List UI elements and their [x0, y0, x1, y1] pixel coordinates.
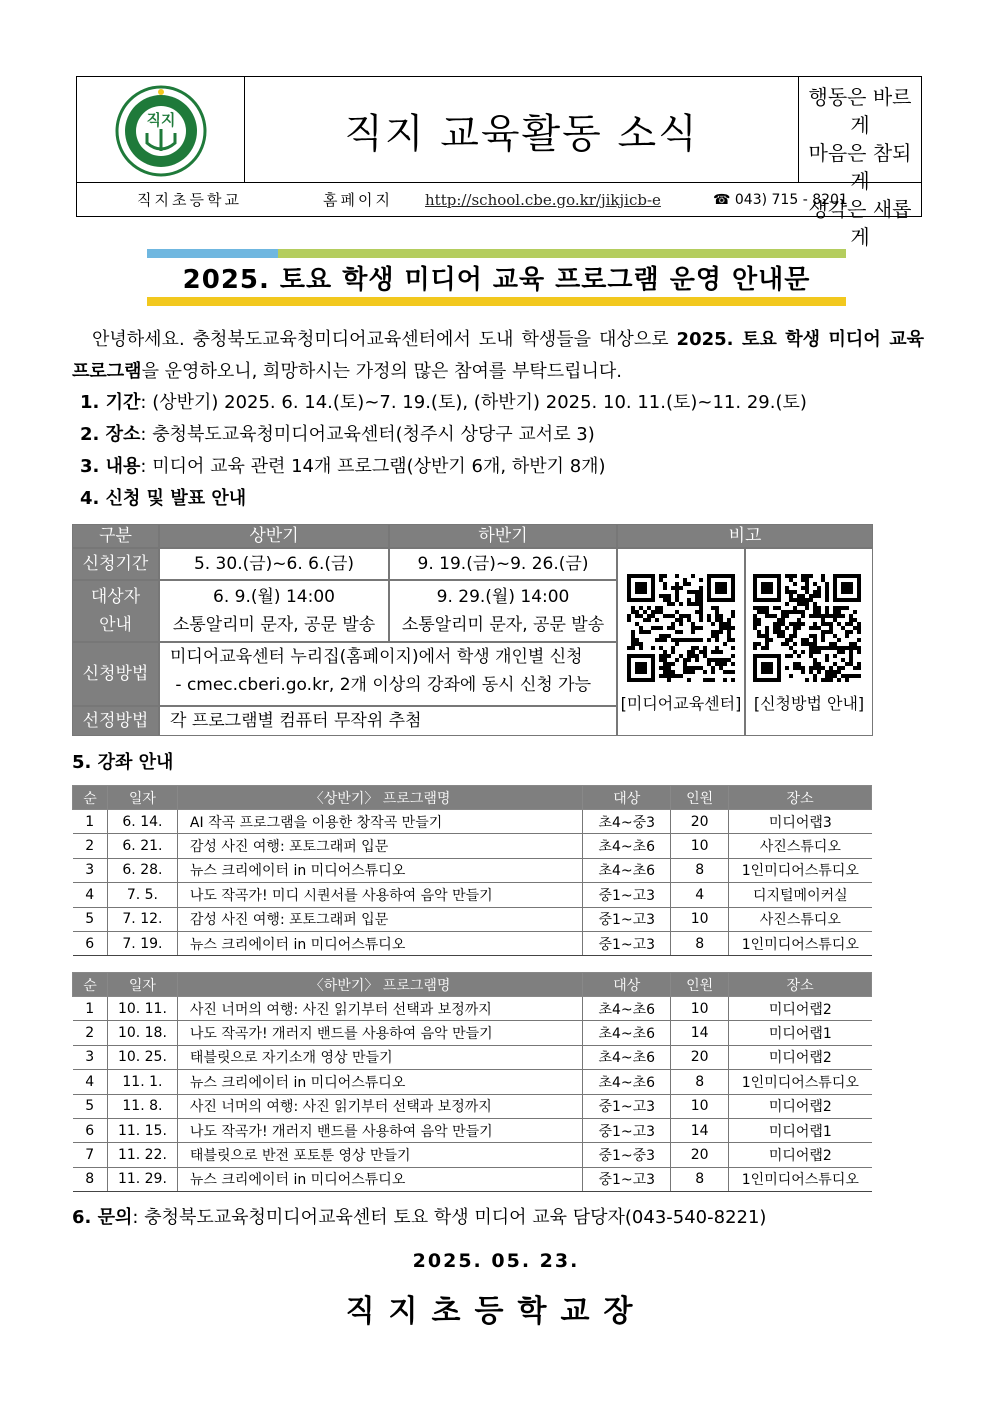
table-row — [73, 1094, 872, 1118]
row-location: 미디어랩1 — [729, 1118, 872, 1142]
intro-text: 안녕하세요. 충청북도교육청미디어교육센터에서 도내 학생들을 대상으로 — [92, 329, 677, 350]
row-target: 초4~초6 — [583, 1021, 671, 1045]
row-date: 10. 25. — [107, 1045, 177, 1069]
table-row — [73, 1118, 872, 1142]
row-program: 뉴스 크리에이터 in 미디어스튜디오 — [177, 931, 582, 955]
title-bar-yellow — [147, 297, 846, 306]
item-text: : (상반기) 2025. 6. 14.(토)~7. 19.(토), (하반기) 2025. 10. 11.(토)~11. 29.(토) — [140, 392, 807, 413]
row-capacity: 14 — [671, 1118, 729, 1142]
principal-signature: 직지초등학교장 — [345, 1294, 647, 1329]
row-program: 태블릿으로 반전 포토툰 영상 만들기 — [177, 1143, 582, 1167]
row-program: 태블릿으로 자기소개 영상 만들기 — [177, 1045, 582, 1069]
apply-head-note: 비고 — [617, 524, 873, 548]
method-line: - cmec.cberi.go.kr, 2개 이상의 강좌에 동시 신청 가능 — [170, 675, 592, 695]
document-title: 2025. 토요 학생 미디어 교육 프로그램 운영 안내문 — [182, 265, 811, 295]
row-target: 중1~고3 — [583, 883, 671, 907]
inquiry-text: : 충청북도교육청미디어교육센터 토요 학생 미디어 교육 담당자(043-540-8221) — [132, 1207, 767, 1228]
row-target: 중1~고3 — [583, 1094, 671, 1118]
row-date: 11. 22. — [107, 1143, 177, 1167]
col-header: 인원 — [671, 786, 729, 810]
row-date: 11. 29. — [107, 1167, 177, 1191]
school-name: 직지초등학교 — [137, 191, 242, 209]
col-header: 〈상반기〉 프로그램명 — [177, 786, 582, 810]
qr-code-icon[interactable] — [753, 574, 861, 682]
row-location: 디지털메이커실 — [729, 883, 872, 907]
row-capacity: 8 — [671, 858, 729, 882]
col-header: 일자 — [107, 786, 177, 810]
homepage-link[interactable]: http://school.cbe.go.kr/jikjicb-e — [425, 190, 661, 209]
row-location: 미디어랩2 — [729, 1143, 872, 1167]
row-program: 사진 너머의 여행: 사진 읽기부터 선택과 보정까지 — [177, 1094, 582, 1118]
inquiry-label: 6. 문의 — [72, 1207, 133, 1228]
row-location: 미디어랩2 — [729, 1045, 872, 1069]
row-target: 초4~초6 — [583, 858, 671, 882]
col-header: 순 — [73, 973, 108, 997]
row-capacity: 10 — [671, 1094, 729, 1118]
issue-date: 2025. 05. 23. — [412, 1250, 580, 1272]
row-capacity: 10 — [671, 834, 729, 858]
row-capacity: 14 — [671, 1021, 729, 1045]
row-capacity: 20 — [671, 1143, 729, 1167]
row-number: 6 — [73, 931, 108, 955]
row-target: 초4~초6 — [583, 1070, 671, 1094]
row-location: 1인미디어스튜디오 — [729, 858, 872, 882]
motto-line: 행동은 바르게 — [808, 85, 912, 137]
item-label: 4. 신청 및 발표 안내 — [80, 488, 247, 509]
row-location: 사진스튜디오 — [729, 834, 872, 858]
logo-text: 직지 — [146, 111, 176, 129]
title-bar-green — [278, 249, 846, 258]
table-row — [73, 1143, 872, 1167]
row-number: 1 — [73, 810, 108, 834]
table-row — [73, 997, 872, 1021]
row-number: 3 — [73, 858, 108, 882]
table-row — [73, 931, 872, 955]
item-label: 2. 장소 — [80, 424, 141, 445]
apply-period-label: 신청기간 — [72, 548, 159, 580]
item-label: 3. 내용 — [80, 456, 141, 477]
row-location: 미디어랩1 — [729, 1021, 872, 1045]
item-text: : 충청북도교육청미디어교육센터(청주시 상당구 교서로 3) — [140, 424, 595, 445]
apply-head-first: 상반기 — [159, 524, 389, 548]
qr-code-icon[interactable] — [627, 574, 735, 682]
col-header: 장소 — [729, 973, 872, 997]
label-line: 안내 — [99, 615, 132, 635]
col-header: 대상 — [583, 786, 671, 810]
row-number: 5 — [73, 907, 108, 931]
row-program: 감성 사진 여행: 포토그래퍼 입문 — [177, 907, 582, 931]
item-apply — [80, 486, 246, 512]
row-date: 10. 11. — [107, 997, 177, 1021]
row-target: 중1~중3 — [583, 1143, 671, 1167]
col-header: 일자 — [107, 973, 177, 997]
table-header-row — [73, 786, 872, 810]
section-course-title: 5. 강좌 안내 — [72, 752, 174, 773]
table-row — [73, 1045, 872, 1069]
row-target: 중1~고3 — [583, 1118, 671, 1142]
apply-head-division: 구분 — [72, 524, 159, 548]
row-target: 중1~고3 — [583, 907, 671, 931]
col-header: 대상 — [583, 973, 671, 997]
row-date: 7. 12. — [107, 907, 177, 931]
col-header: 장소 — [729, 786, 872, 810]
row-target: 중1~고3 — [583, 931, 671, 955]
row-number: 8 — [73, 1167, 108, 1191]
row-location: 1인미디어스튜디오 — [729, 1167, 872, 1191]
notice-method: 소통알리미 문자, 공문 발송 — [172, 615, 376, 635]
row-capacity: 20 — [671, 1045, 729, 1069]
motto-line: 생각은 새롭게 — [808, 197, 912, 249]
table-row — [73, 1070, 872, 1094]
second-half-course-table — [72, 972, 872, 1192]
row-program: AI 작곡 프로그램을 이용한 창작곡 만들기 — [177, 810, 582, 834]
row-capacity: 8 — [671, 1070, 729, 1094]
row-program: 뉴스 크리에이터 in 미디어스튜디오 — [177, 1070, 582, 1094]
apply-notice-label — [72, 580, 159, 642]
row-number: 2 — [73, 834, 108, 858]
intro-paragraph — [72, 324, 924, 388]
row-program: 뉴스 크리에이터 in 미디어스튜디오 — [177, 1167, 582, 1191]
row-program: 나도 작곡가! 개러지 밴드를 사용하여 음악 만들기 — [177, 1118, 582, 1142]
table-row — [73, 1021, 872, 1045]
row-number: 1 — [73, 997, 108, 1021]
row-date: 11. 15. — [107, 1118, 177, 1142]
col-header: 순 — [73, 786, 108, 810]
application-table — [72, 524, 873, 736]
school-logo — [77, 77, 245, 183]
row-location: 미디어랩2 — [729, 997, 872, 1021]
inquiry-line — [72, 1203, 766, 1229]
apply-method-text — [159, 642, 617, 706]
row-capacity: 8 — [671, 1167, 729, 1191]
row-capacity: 4 — [671, 883, 729, 907]
row-program: 감성 사진 여행: 포토그래퍼 입문 — [177, 834, 582, 858]
row-location: 1인미디어스튜디오 — [729, 931, 872, 955]
row-date: 7. 19. — [107, 931, 177, 955]
phone-number: ☎ 043) 715 - 8201 — [713, 191, 848, 208]
school-emblem-icon — [77, 77, 245, 183]
row-capacity: 8 — [671, 931, 729, 955]
school-motto — [799, 83, 921, 251]
row-date: 10. 18. — [107, 1021, 177, 1045]
table-row — [73, 834, 872, 858]
col-header: 〈하반기〉 프로그램명 — [177, 973, 582, 997]
item-content — [80, 454, 606, 480]
row-number: 4 — [73, 883, 108, 907]
row-capacity: 10 — [671, 907, 729, 931]
apply-select-label: 선정방법 — [72, 706, 159, 736]
item-label: 1. 기간 — [80, 392, 141, 413]
row-target: 중1~고3 — [583, 1167, 671, 1191]
row-date: 11. 1. — [107, 1070, 177, 1094]
qr-caption-center: [미디어교육센터] — [620, 694, 742, 713]
table-row — [73, 907, 872, 931]
row-program: 나도 작곡가! 개러지 밴드를 사용하여 음악 만들기 — [177, 1021, 582, 1045]
notice-time: 6. 9.(월) 14:00 — [213, 587, 335, 607]
row-number: 4 — [73, 1070, 108, 1094]
newsletter-title: 직지 교육활동 소식 — [245, 77, 799, 183]
row-number: 5 — [73, 1094, 108, 1118]
table-row — [73, 883, 872, 907]
table-row — [73, 1167, 872, 1191]
item-period — [80, 390, 807, 416]
row-location: 미디어랩3 — [729, 810, 872, 834]
row-program: 사진 너머의 여행: 사진 읽기부터 선택과 보정까지 — [177, 997, 582, 1021]
row-target: 초4~초6 — [583, 834, 671, 858]
row-target: 초4~초6 — [583, 997, 671, 1021]
newsletter-header — [76, 76, 922, 249]
row-date: 11. 8. — [107, 1094, 177, 1118]
method-line: 미디어교육센터 누리집(홈페이지)에서 학생 개인별 신청 — [170, 647, 583, 667]
row-number: 6 — [73, 1118, 108, 1142]
row-date: 6. 21. — [107, 834, 177, 858]
row-program: 뉴스 크리에이터 in 미디어스튜디오 — [177, 858, 582, 882]
row-location: 미디어랩2 — [729, 1094, 872, 1118]
first-half-course-table — [72, 785, 872, 956]
title-bar-blue — [147, 249, 278, 258]
row-number: 2 — [73, 1021, 108, 1045]
qr-caption-guide: [신청방법 안내] — [753, 694, 865, 713]
row-number: 3 — [73, 1045, 108, 1069]
label-line: 대상자 — [90, 587, 141, 607]
item-text: : 미디어 교육 관련 14개 프로그램(상반기 6개, 하반기 8개) — [140, 456, 606, 477]
table-row — [73, 810, 872, 834]
row-capacity: 20 — [671, 810, 729, 834]
row-target: 초4~중3 — [583, 810, 671, 834]
row-location: 사진스튜디오 — [729, 907, 872, 931]
homepage-label: 홈페이지 — [323, 191, 393, 209]
row-number: 7 — [73, 1143, 108, 1167]
row-location: 1인미디어스튜디오 — [729, 1070, 872, 1094]
notice-time: 9. 29.(월) 14:00 — [436, 587, 570, 607]
header-info-row — [77, 183, 921, 216]
row-target: 초4~초6 — [583, 1045, 671, 1069]
item-place — [80, 422, 595, 448]
apply-notice-first — [159, 580, 389, 642]
row-date: 7. 5. — [107, 883, 177, 907]
notice-method: 소통알리미 문자, 공문 발송 — [401, 615, 605, 635]
row-capacity: 10 — [671, 997, 729, 1021]
row-program: 나도 작곡가! 미디 시퀀서를 사용하여 음악 만들기 — [177, 883, 582, 907]
apply-method-label: 신청방법 — [72, 642, 159, 706]
apply-period-second: 9. 19.(금)~9. 26.(금) — [389, 548, 617, 580]
row-date: 6. 28. — [107, 858, 177, 882]
apply-head-second: 하반기 — [389, 524, 617, 548]
row-date: 6. 14. — [107, 810, 177, 834]
table-header-row — [73, 973, 872, 997]
intro-program-name: 2025. 토요 학생 미디어 교육 프로그램 — [72, 329, 924, 382]
apply-notice-second — [389, 580, 617, 642]
apply-select-text: 각 프로그램별 컴퓨터 무작위 추첨 — [159, 706, 617, 736]
table-row — [73, 858, 872, 882]
intro-text-end: 을 운영하오니, 희망하시는 가정의 많은 참여를 부탁드립니다. — [141, 361, 623, 382]
apply-period-first: 5. 30.(금)~6. 6.(금) — [159, 548, 389, 580]
motto-line: 마음은 참되게 — [808, 141, 912, 193]
col-header: 인원 — [671, 973, 729, 997]
